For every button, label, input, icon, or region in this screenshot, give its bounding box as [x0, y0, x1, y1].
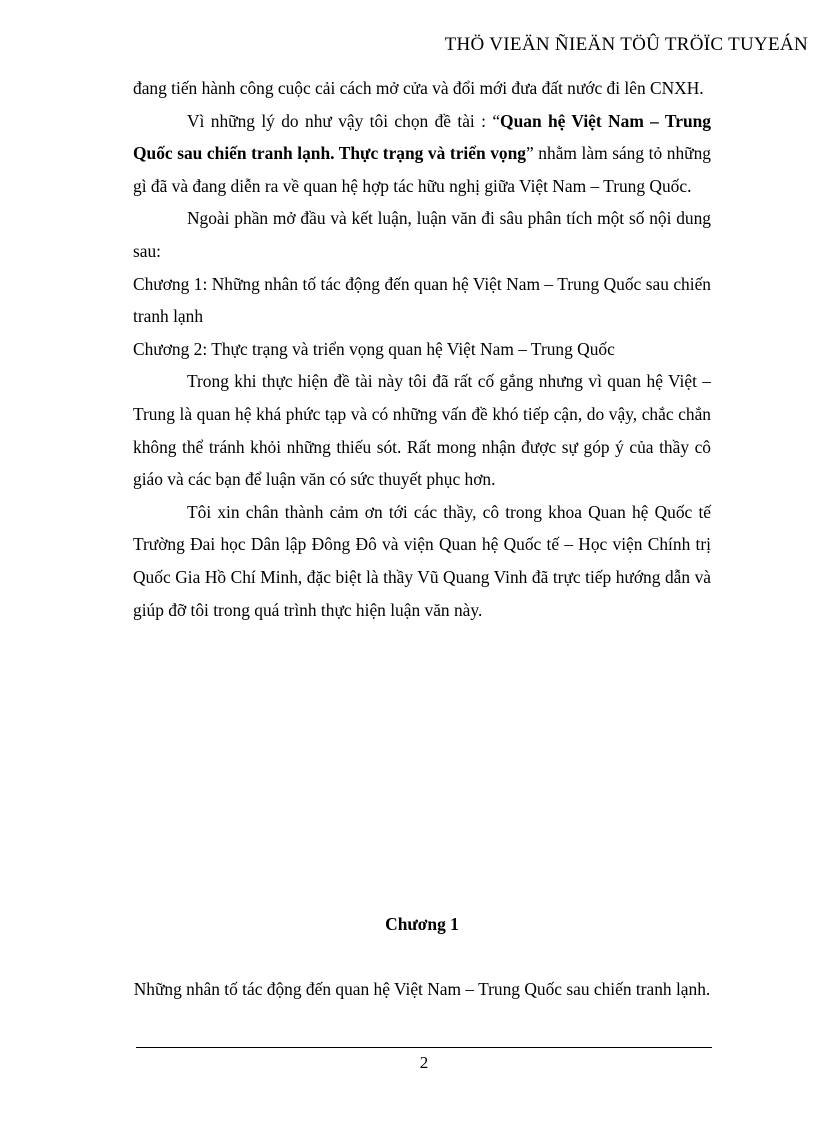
thesis-title: Quan hệ Việt Nam – Trung Quốc sau chiến tranh lạnh. Thực trạng và triển vọng — [133, 110, 711, 164]
topic-intro: Vì những lý do như vậy tôi chọn đề tài : “ — [187, 110, 501, 131]
running-header: THÖ VIEÄN ÑIEÄN TÖÛ TRÖÏC TUYEÁN — [444, 34, 808, 55]
paragraph-topic — [133, 105, 711, 203]
chapter-heading: Chương 1 — [385, 914, 459, 934]
page-number: 2 — [419, 1053, 429, 1072]
paragraph-continuation: đang tiến hành công cuộc cải cách mở cửa và đổi mới đưa đất nước đi lên CNXH. — [133, 78, 704, 98]
chapter-1-outline: Chương 1: Những nhân tố tác động đến quan hệ Việt Nam – Trung Quốc sau chiến tranh lạnh — [133, 273, 711, 327]
topic-purpose: ” nhằm làm sáng tỏ những gì đã và đang diễn ra về quan hệ hợp tác hữu nghị giữa Việt Nam – Trung Quốc. — [133, 143, 711, 196]
body-text — [133, 72, 711, 626]
paragraph-limitations: Trong khi thực hiện đề tài này tôi đã rất cố gắng nhưng vì quan hệ Việt – Trung là quan hệ khá phức tạp và có những vấn đề khó tiếp cận, do vậy, chắc chắn không thể tránh khỏi những thiếu sót. Rất mong nhận được sự góp ý của thầy cô giáo và các bạn để luận văn có sức thuyết phục hơn. — [133, 371, 711, 490]
paragraph-acknowledgements: Tôi xin chân thành cảm ơn tới các thầy, cô trong khoa Quan hệ Quốc tế Trường Đai học Dân lập Đông Đô và viện Quan hệ Quốc tế – Học viện Chính trị Quốc Gia Hồ Chí Minh, đặc biệt là thầy Vũ Quang Vinh đã trực tiếp hướng dẫn và giúp đỡ tôi trong quá trình thực hiện luận văn này. — [133, 501, 711, 620]
paragraph-structure: Ngoài phần mở đầu và kết luận, luận văn đi sâu phân tích một số nội dung sau: — [133, 208, 711, 261]
chapter-2-outline: Chương 2: Thực trạng và triển vọng quan hệ Việt Nam – Trung Quốc — [133, 338, 615, 359]
chapter-subtitle: Những nhân tố tác động đến quan hệ Việt Nam – Trung Quốc sau chiến tranh lạnh. — [133, 979, 711, 999]
footer-divider — [136, 1047, 712, 1048]
